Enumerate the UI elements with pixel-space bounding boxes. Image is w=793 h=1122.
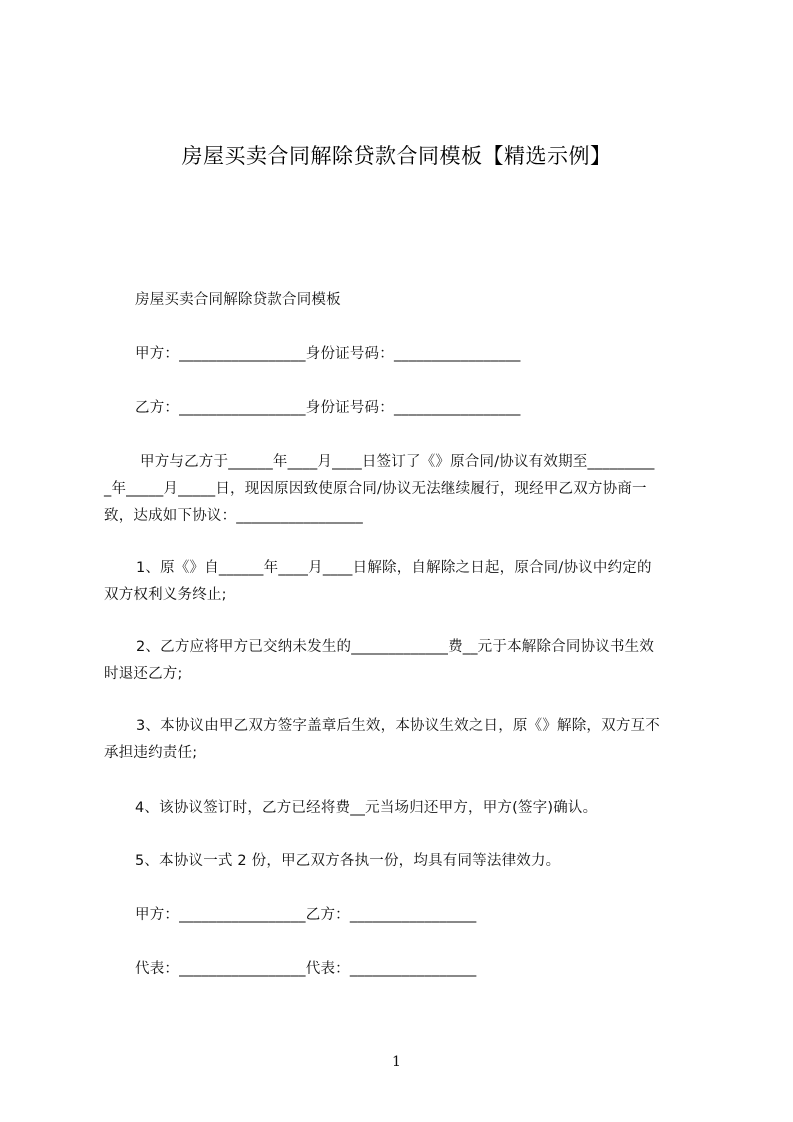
- clause-2-line-2: 时退还乙方;: [104, 666, 183, 682]
- clause-4: 4、该协议签订时，乙方已经将费__元当场归还甲方，甲方(签字)确认。: [135, 800, 598, 816]
- intro-line-3: 致，达成如下协议：_________________: [104, 508, 363, 524]
- party-b-id-line: 乙方：_________________身份证号码：_________________: [135, 400, 521, 416]
- clause-2-line-1: 2、乙方应将甲方已交纳未发生的_____________费__元于本解除合同协议书生效: [136, 639, 655, 655]
- intro-line-2: _年_____月_____日，现因原因致使原合同/协议无法继续履行，现经甲乙双方协商一: [104, 481, 647, 497]
- document-subtitle: 房屋买卖合同解除贷款合同模板: [135, 292, 341, 308]
- clause-1-line-2: 双方权利义务终止;: [104, 587, 227, 603]
- signature-representatives-line: 代表：_________________代表：_________________: [135, 961, 477, 977]
- intro-line-1: 甲方与乙方于______年____月____日签订了《》原合同/协议有效期至_________: [140, 454, 655, 470]
- page-number: 1: [392, 1054, 401, 1070]
- clause-3-line-2: 承担违约责任;: [104, 745, 198, 761]
- document-title: 房屋买卖合同解除贷款合同模板【精选示例】: [181, 144, 612, 168]
- signature-parties-line: 甲方：_________________乙方：_________________: [135, 907, 477, 923]
- clause-1-line-1: 1、原《》自______年____月____日解除，自解除之日起，原合同/协议中约定的: [136, 560, 652, 576]
- clause-3-line-1: 3、本协议由甲乙双方签字盖章后生效，本协议生效之日，原《》解除，双方互不: [136, 718, 660, 734]
- clause-5: 5、本协议一式 2 份，甲乙双方各执一份，均具有同等法律效力。: [135, 853, 561, 869]
- party-a-id-line: 甲方：_________________身份证号码：_________________: [135, 346, 521, 362]
